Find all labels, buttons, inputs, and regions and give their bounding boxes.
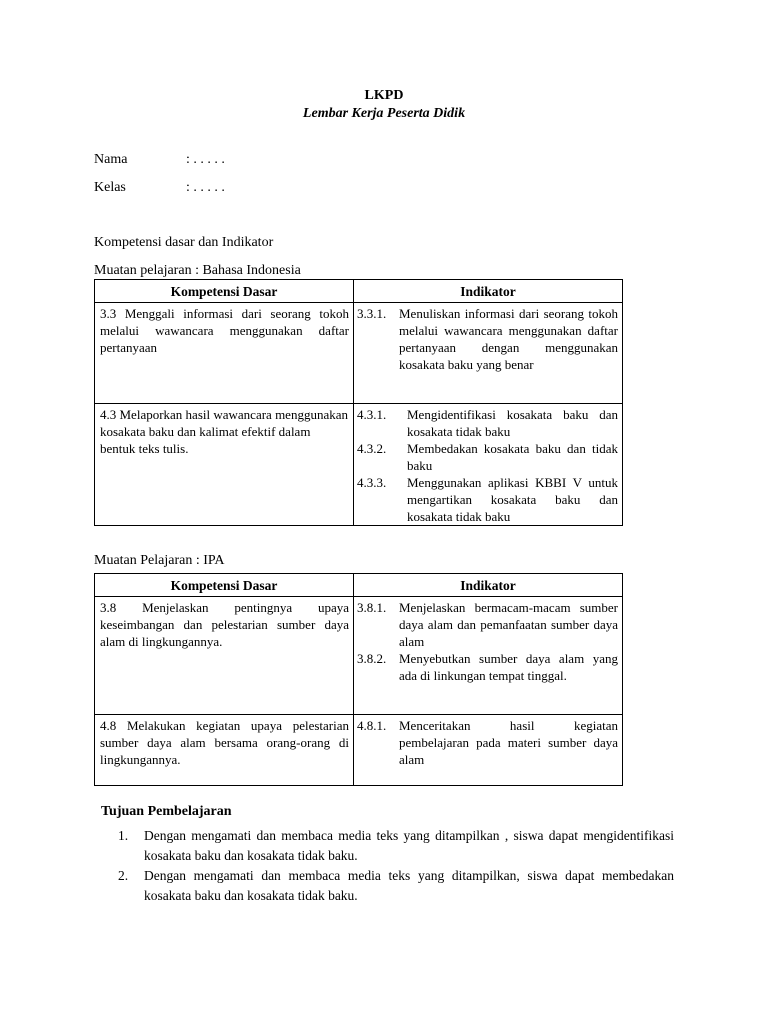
table-row bbox=[95, 404, 623, 526]
indicator-text: Membedakan kosakata baku dan tidak baku bbox=[407, 441, 618, 473]
document-title: LKPD bbox=[364, 88, 404, 103]
column-header-kd: Kompetensi Dasar bbox=[95, 574, 354, 597]
indicator-item bbox=[357, 717, 618, 768]
column-header-kd: Kompetensi Dasar bbox=[95, 280, 354, 303]
indicator-number: 3.3.1. bbox=[357, 306, 387, 321]
kd-cell: 3.3 Menggali informasi dari seorang tokoh melalui wawancara menggunakan daftar pertanyaan bbox=[95, 303, 354, 404]
table-ipa bbox=[94, 573, 623, 786]
indicator-text: Menjelaskan bermacam-macam sumber daya alam dan pemanfaatan sumber daya alam bbox=[399, 600, 618, 649]
indicator-item bbox=[357, 474, 618, 525]
table-row bbox=[95, 715, 623, 786]
indicator-number: 3.8.1. bbox=[357, 600, 387, 615]
indicator-cell bbox=[354, 404, 623, 526]
table-header-row bbox=[95, 574, 623, 597]
kelas-label: Kelas bbox=[94, 180, 126, 195]
table-row bbox=[95, 597, 623, 715]
table-header-row bbox=[95, 280, 623, 303]
kd-cell: 4.3 Melaporkan hasil wawancara menggunakan kosakata baku dan kalimat efektif dalam bentuk teks tulis. bbox=[95, 404, 354, 526]
list-item bbox=[118, 826, 674, 866]
indicator-number: 4.3.3. bbox=[357, 475, 387, 490]
column-header-indikator: Indikator bbox=[354, 574, 623, 597]
table-bahasa-indonesia bbox=[94, 279, 623, 526]
list-item-number: 2. bbox=[118, 868, 129, 883]
indicator-text: Mengidentifikasi kosakata baku dan kosakata tidak baku bbox=[407, 407, 618, 439]
indicator-cell bbox=[354, 597, 623, 715]
table1-caption: Muatan pelajaran : Bahasa Indonesia bbox=[94, 263, 301, 278]
tujuan-list bbox=[118, 826, 674, 906]
indicator-item bbox=[357, 599, 618, 650]
list-item-text: Dengan mengamati dan membaca media teks yang ditampilkan , siswa dapat mengidentifikasi kosakata baku dan kosakata tidak baku. bbox=[144, 828, 674, 863]
kd-cell: 3.8 Menjelaskan pentingnya upaya keseimbangan dan pelestarian sumber daya alam di lingkungannya. bbox=[95, 597, 354, 715]
nama-value: : . . . . . bbox=[186, 152, 225, 167]
section-title: Kompetensi dasar dan Indikator bbox=[94, 235, 274, 250]
nama-field bbox=[94, 152, 225, 168]
list-item-number: 1. bbox=[118, 828, 129, 843]
list-item-text: Dengan mengamati dan membaca media teks yang ditampilkan, siswa dapat membedakan kosakata baku dan kosakata tidak baku. bbox=[144, 868, 674, 903]
column-header-indikator: Indikator bbox=[354, 280, 623, 303]
indicator-item bbox=[357, 440, 618, 474]
tujuan-heading: Tujuan Pembelajaran bbox=[101, 804, 232, 819]
kd-cell: 4.8 Melakukan kegiatan upaya pelestarian sumber daya alam bersama orang-orang di lingkungannya. bbox=[95, 715, 354, 786]
indicator-text: Menggunakan aplikasi KBBI V untuk mengartikan kosakata baku dan kosakata tidak baku bbox=[407, 475, 618, 524]
indicator-number: 3.8.2. bbox=[357, 651, 387, 666]
table-row bbox=[95, 303, 623, 404]
indicator-number: 4.3.1. bbox=[357, 407, 387, 422]
indicator-number: 4.8.1. bbox=[357, 718, 387, 733]
nama-label: Nama bbox=[94, 152, 128, 167]
kelas-value: : . . . . . bbox=[186, 180, 225, 195]
document-subtitle: Lembar Kerja Peserta Didik bbox=[302, 106, 466, 121]
indicator-item bbox=[357, 650, 618, 684]
kelas-field bbox=[94, 180, 225, 196]
table2-caption: Muatan Pelajaran : IPA bbox=[94, 553, 225, 568]
indicator-text: Menuliskan informasi dari seorang tokoh melalui wawancara menggunakan daftar pertanyaan dengan menggunakan kosakata baku yang benar bbox=[399, 306, 618, 372]
indicator-text: Menyebutkan sumber daya alam yang ada di linkungan tempat tinggal. bbox=[399, 651, 618, 683]
indicator-number: 4.3.2. bbox=[357, 441, 387, 456]
indicator-cell bbox=[354, 303, 623, 404]
list-item bbox=[118, 866, 674, 906]
indicator-text: Menceritakan hasil kegiatan pembelajaran pada materi sumber daya alam bbox=[399, 718, 618, 767]
indicator-item bbox=[357, 406, 618, 440]
indicator-item bbox=[357, 305, 618, 373]
indicator-cell bbox=[354, 715, 623, 786]
